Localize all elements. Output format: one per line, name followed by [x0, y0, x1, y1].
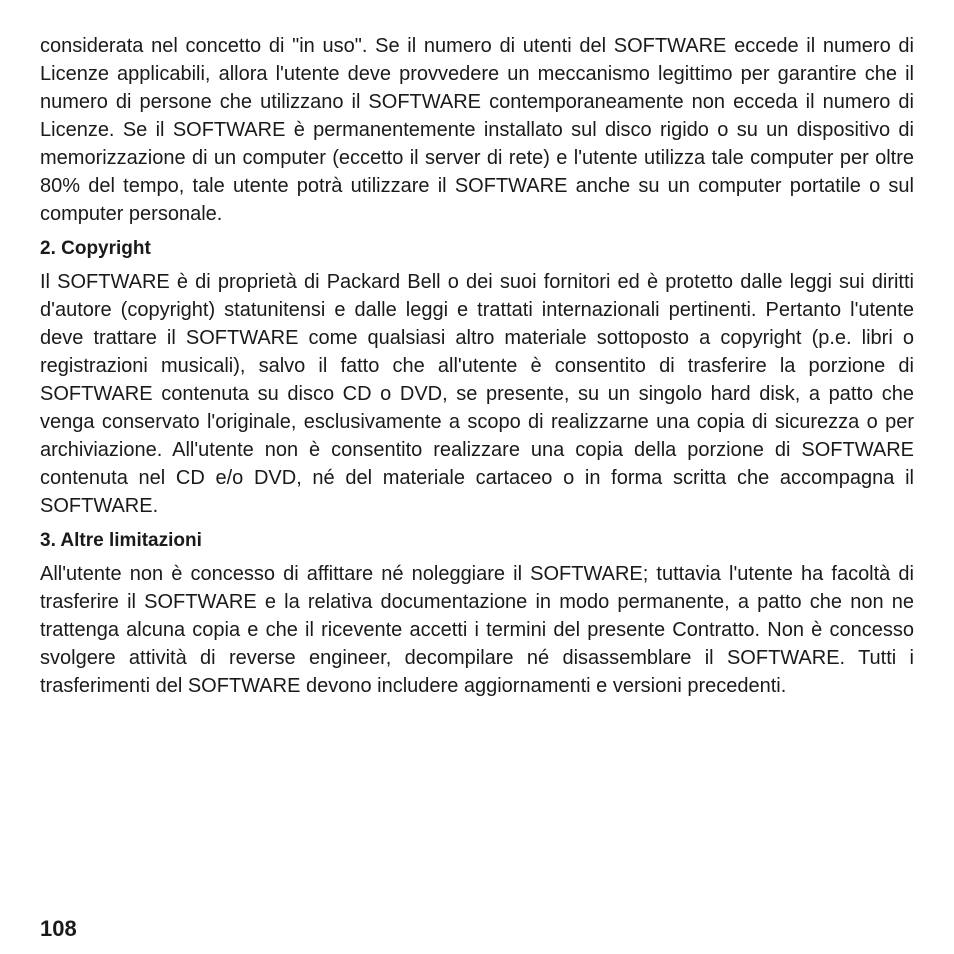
- document-body: [40, 32, 914, 700]
- page-number: 108: [40, 916, 77, 941]
- section-body-copyright: Il SOFTWARE è di proprietà di Packard Bell o dei suoi fornitori ed è protetto dalle leggi sui diritti d'autore (copyright) statunitensi e dalle leggi e trattati internazionali pertinenti. Pertanto l'utente deve trattare il SOFTWARE come qualsiasi altro materiale sottoposto a copyright (p.e. libri o registrazioni musicali), salvo il fatto che all'utente è consentito di trasferire la porzione di SOFTWARE contenuta su disco CD o DVD, se presente, su un singolo hard disk, a patto che venga conservato l'originale, esclusivamente a scopo di realizzarne una copia di sicurezza o per archiviazione. All'utente non è consentito realizzare una copia della porzione di SOFTWARE contenuta nel CD e/o DVD, né del materiale cartaceo o in forma scritta che accompagna il SOFTWARE.: [40, 271, 914, 517]
- section-heading-copyright: 2. Copyright: [40, 238, 151, 259]
- section-body-altre-limitazioni: All'utente non è concesso di affittare né noleggiare il SOFTWARE; tuttavia l'utente ha facoltà di trasferire il SOFTWARE e la relativa documentazione in modo permanente, a patto che non ne trattenga alcuna copia e che il ricevente accetti i termini del presente Contratto. Non è concesso svolgere attività di reverse engineer, decompilare né disassemblare il SOFTWARE. Tutti i trasferimenti del SOFTWARE devono includere aggiornamenti e versioni precedenti.: [40, 563, 914, 697]
- section-heading-altre-limitazioni: 3. Altre limitazioni: [40, 530, 202, 551]
- intro-paragraph: considerata nel concetto di "in uso". Se il numero di utenti del SOFTWARE eccede il numero di Licenze applicabili, allora l'utente deve provvedere un meccanismo legittimo per garantire che il numero di persone che utilizzano il SOFTWARE contemporaneamente non ecceda il numero di Licenze. Se il SOFTWARE è permanentemente installato sul disco rigido o su un dispositivo di memorizzazione di un computer (eccetto il server di rete) e l'utente utilizza tale computer per oltre 80% del tempo, tale utente potrà utilizzare il SOFTWARE anche su un computer portatile o sul computer personale.: [40, 35, 914, 225]
